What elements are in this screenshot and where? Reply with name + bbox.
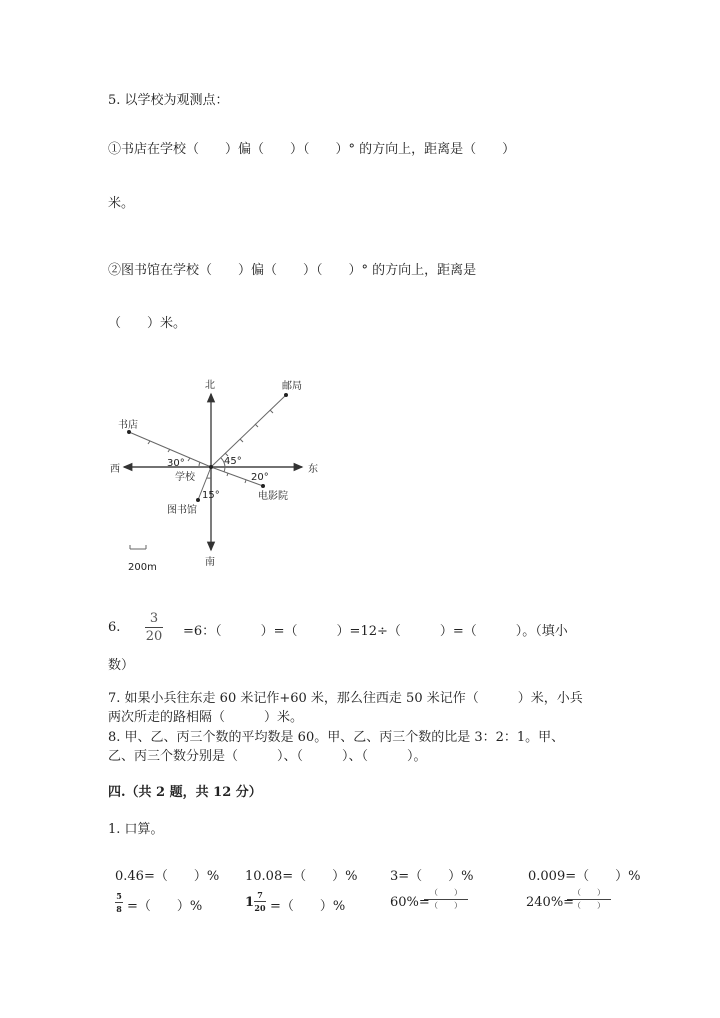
- school-label: 学校: [175, 472, 195, 483]
- denominator-blank: （ ）: [573, 901, 605, 910]
- fraction-bar: [145, 627, 163, 628]
- fraction-bar: [254, 901, 266, 902]
- angle-bookstore: 30°: [167, 458, 185, 469]
- calc-fraction: [254, 891, 266, 912]
- library-label: 图书馆: [167, 505, 197, 516]
- q5-line1: ①书店在学校（ ）偏（ ）（ ）° 的方向上，距离是（ ）: [108, 142, 516, 157]
- mixed-whole: 1: [245, 895, 255, 910]
- denominator: 20: [254, 903, 266, 913]
- calc-item: 10.08=（ ）%: [245, 869, 358, 884]
- q6-cont: 数）: [108, 658, 135, 673]
- angle-library: 15°: [202, 490, 220, 501]
- calc-item: =（ ）%: [127, 899, 203, 914]
- library-dot: [196, 498, 200, 502]
- calc-item: 0.009=（ ）%: [528, 869, 641, 884]
- school-dot: [209, 465, 213, 469]
- calc-item: 240%=: [526, 895, 575, 910]
- post-office-label: 邮局: [282, 381, 302, 392]
- blank-fraction: [424, 889, 468, 910]
- fraction-bar: [567, 899, 611, 900]
- q6-fraction: [145, 612, 163, 643]
- q5-line2-cont: （ ）米。: [108, 316, 187, 331]
- section-4-title: 四.（共 2 题，共 12 分）: [108, 785, 262, 800]
- calc-item: 0.46=（ ）%: [115, 869, 220, 884]
- q8-line1: 8. 甲、乙、丙三个数的平均数是 60。甲、乙、丙三个数的比是 3：2：1。甲、: [108, 730, 565, 745]
- calc-item: 60%=: [390, 895, 430, 910]
- denominator: 8: [116, 904, 122, 914]
- blank-fraction: [567, 889, 611, 910]
- west-label: 西: [110, 464, 120, 475]
- cinema-label: 电影院: [258, 491, 288, 502]
- fraction-bar: [115, 902, 123, 903]
- cinema-dot: [261, 484, 265, 488]
- q7-line1: 7. 如果小兵往东走 60 米记作+60 米，那么往西走 50 米记作（ ）米，小兵: [108, 691, 583, 706]
- east-label: 东: [308, 464, 318, 475]
- numerator-blank: （ ）: [430, 888, 462, 897]
- post-office-line: [211, 395, 286, 467]
- numerator: 5: [116, 891, 122, 901]
- calc-item: =（ ）%: [270, 899, 346, 914]
- denominator-blank: （ ）: [430, 901, 462, 910]
- north-label: 北: [205, 380, 215, 391]
- fraction-bar: [424, 899, 468, 900]
- angle-post-office: 45°: [224, 456, 242, 467]
- q4-1-title: 1. 口算。: [108, 822, 164, 837]
- q6-numerator: 3: [149, 611, 159, 626]
- calc-item: 3=（ ）%: [390, 869, 474, 884]
- q5-line2: ②图书馆在学校（ ）偏（ ）（ ）° 的方向上，距离是: [108, 263, 477, 278]
- q7-line2: 两次所走的路相隔（ ）米。: [108, 710, 304, 725]
- q8-line2: 乙、丙三个数分别是（ ）、（ ）、（ ）。: [108, 749, 427, 764]
- calc-fraction: [115, 892, 123, 913]
- bookstore-label: 书店: [118, 420, 138, 431]
- angle-cinema: 20°: [251, 472, 269, 483]
- numerator: 7: [257, 890, 263, 900]
- q6-number: 6.: [108, 620, 121, 635]
- q6-denominator: 20: [145, 629, 163, 644]
- q5-line1-cont: 米。: [108, 196, 135, 211]
- q5-title: 5. 以学校为观测点：: [108, 93, 229, 108]
- scale-label: 200m: [128, 562, 157, 573]
- post-office-dot: [284, 393, 288, 397]
- q6-equation: =6：（ ）=（ ）=12÷（ ）=（ ）。（填小: [183, 624, 568, 639]
- numerator-blank: （ ）: [573, 888, 605, 897]
- south-label: 南: [205, 557, 215, 568]
